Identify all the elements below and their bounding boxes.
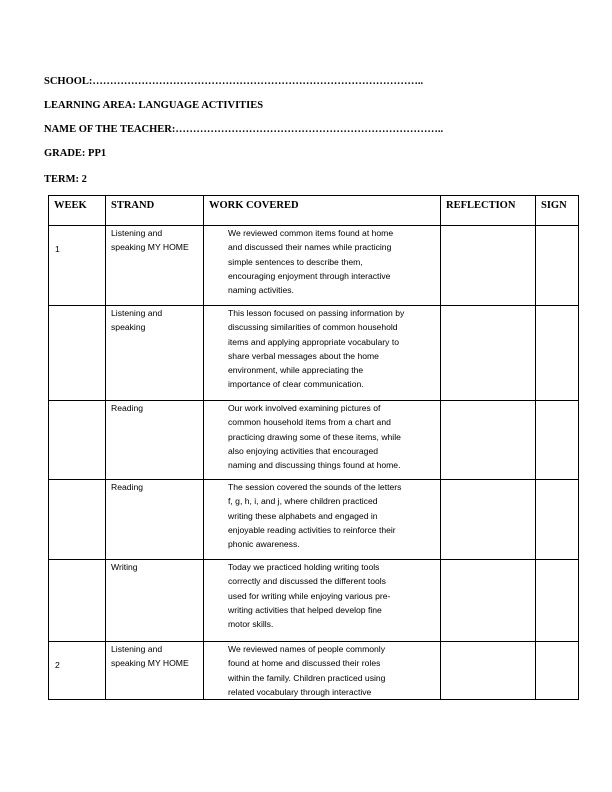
term: TERM: 2 — [44, 174, 87, 185]
strand-cell: Listening and speaking MY HOME — [106, 642, 204, 700]
week-cell — [49, 480, 106, 560]
work-covered-cell: Our work involved examining pictures of common household items from a chart and practicing drawing some of these items, while also enjoying activities that encouraged naming and discussing things found at home. — [204, 401, 441, 480]
col-sign: SIGN — [536, 196, 579, 226]
table-row — [49, 480, 579, 560]
table-row — [49, 560, 579, 642]
reflection-cell[interactable] — [441, 560, 536, 642]
sign-cell[interactable] — [536, 226, 579, 306]
sign-cell[interactable] — [536, 306, 579, 401]
strand-cell: Writing — [106, 560, 204, 642]
sign-cell[interactable] — [536, 560, 579, 642]
week-cell — [49, 560, 106, 642]
school-field: SCHOOL:………………………………………………………………………………….. — [44, 76, 424, 87]
week-cell: 2 — [49, 642, 106, 700]
table-row — [49, 306, 579, 401]
work-covered-cell: We reviewed names of people commonly found at home and discussed their roles within the family. Children practiced using related vocabulary through interactive — [204, 642, 441, 700]
strand-cell: Reading — [106, 480, 204, 560]
strand-cell: Listening and speaking — [106, 306, 204, 401]
learning-area: LEARNING AREA: LANGUAGE ACTIVITIES — [44, 100, 264, 111]
table-header-row — [49, 196, 579, 226]
work-covered-cell: This lesson focused on passing information by discussing similarities of common household items and applying appropriate vocabulary to share verbal messages about the home environment, while appreciating the importance of clear communication. — [204, 306, 441, 401]
work-covered-cell: The session covered the sounds of the letters f, g, h, i, and j, where children practiced writing these alphabets and engaged in enjoyable reading activities to reinforce their phonic awareness. — [204, 480, 441, 560]
week-cell: 1 — [49, 226, 106, 306]
reflection-cell[interactable] — [441, 226, 536, 306]
work-covered-cell: We reviewed common items found at home and discussed their names while practicing simple sentences to describe them, encouraging enjoyment through interactive naming activities. — [204, 226, 441, 306]
reflection-cell[interactable] — [441, 480, 536, 560]
work-covered-table — [48, 195, 579, 700]
table-row — [49, 401, 579, 480]
reflection-cell[interactable] — [441, 642, 536, 700]
work-covered-cell: Today we practiced holding writing tools correctly and discussed the different tools used for writing while enjoying various pre- writing activities that helped develop fine motor skills. — [204, 560, 441, 642]
col-reflection: REFLECTION — [441, 196, 536, 226]
sign-cell[interactable] — [536, 401, 579, 480]
sign-cell[interactable] — [536, 480, 579, 560]
table-row — [49, 226, 579, 306]
grade: GRADE: PP1 — [44, 148, 107, 159]
table-row — [49, 642, 579, 700]
strand-cell: Reading — [106, 401, 204, 480]
sign-cell[interactable] — [536, 642, 579, 700]
strand-cell: Listening and speaking MY HOME — [106, 226, 204, 306]
week-cell — [49, 401, 106, 480]
reflection-cell[interactable] — [441, 401, 536, 480]
col-work-covered: WORK COVERED — [204, 196, 441, 226]
reflection-cell[interactable] — [441, 306, 536, 401]
teacher-name-field: NAME OF THE TEACHER:………………………………………………………………….. — [44, 124, 444, 135]
week-cell — [49, 306, 106, 401]
col-week: WEEK — [49, 196, 106, 226]
col-strand: STRAND — [106, 196, 204, 226]
